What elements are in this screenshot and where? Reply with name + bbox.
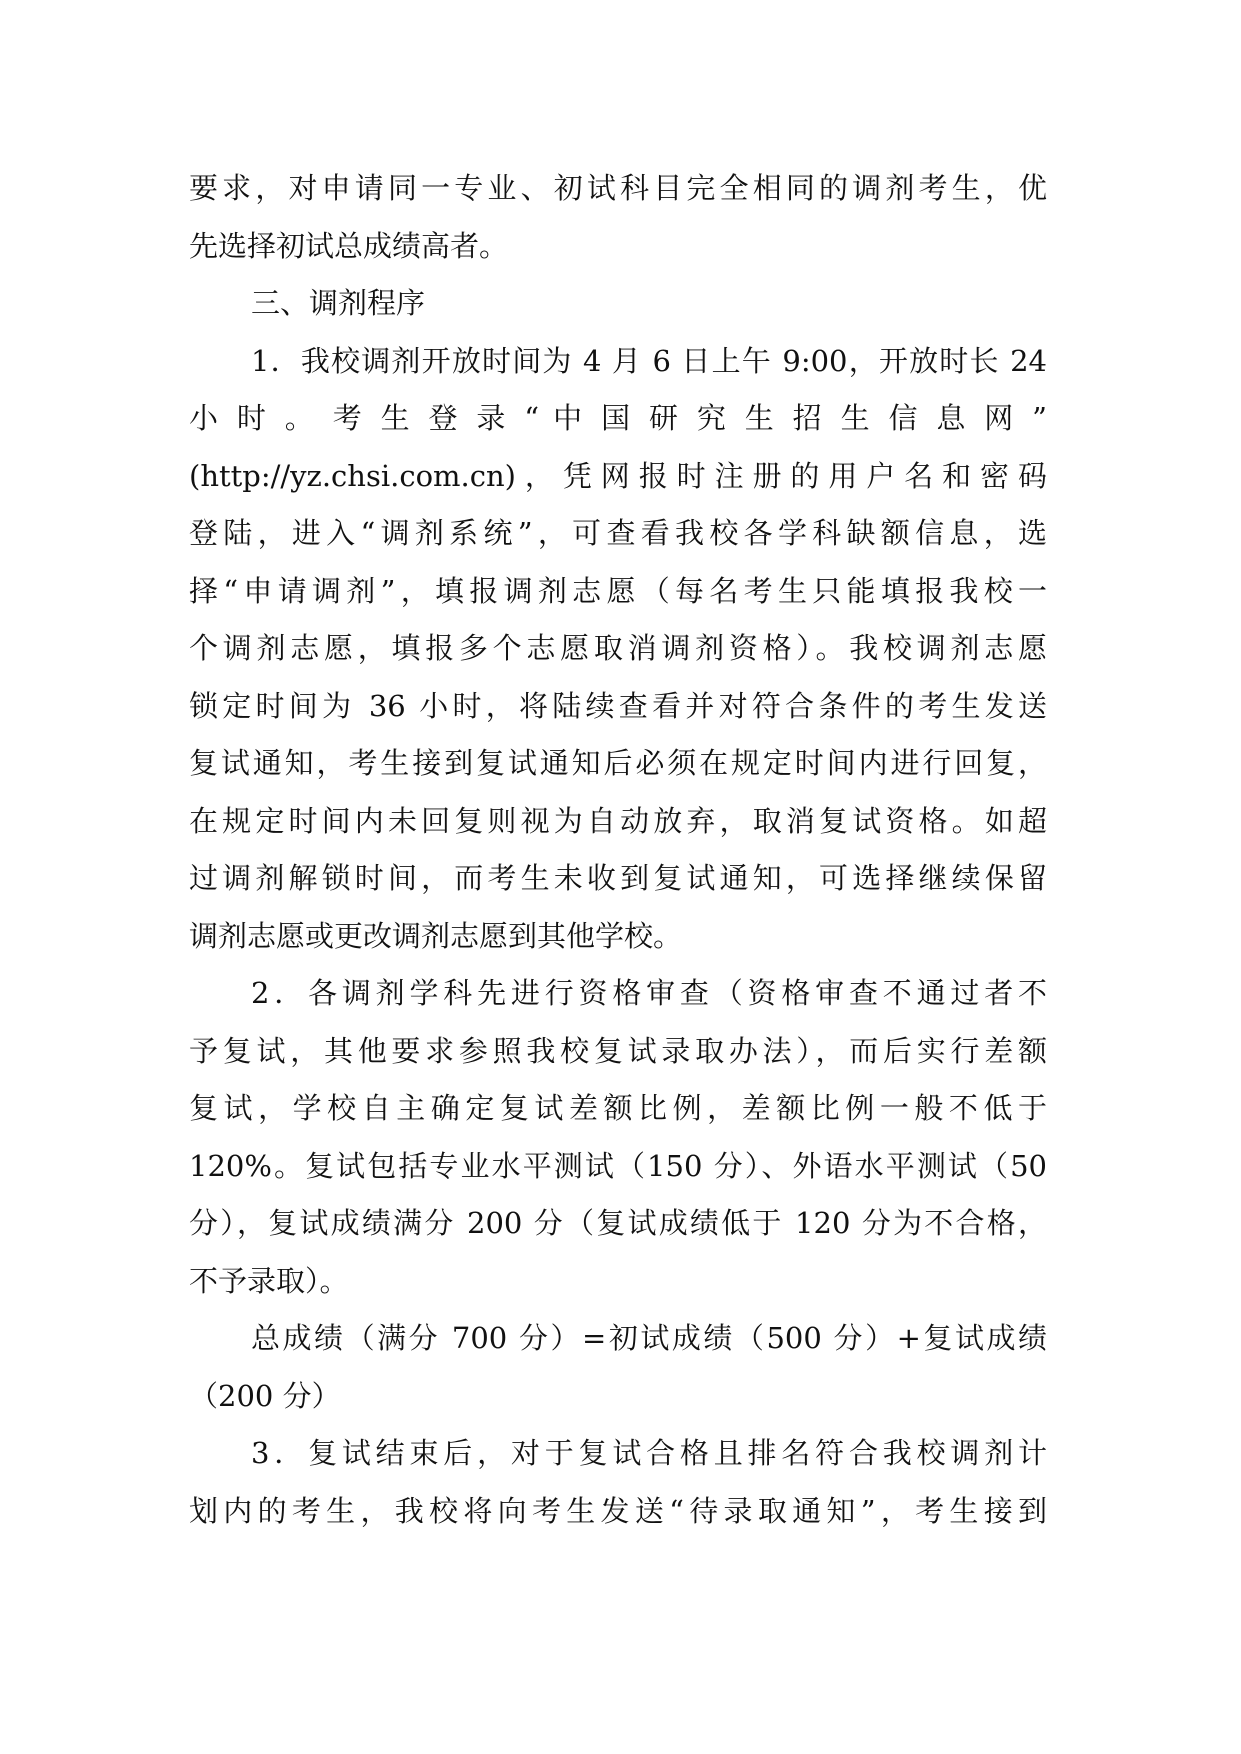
text-line: 不予录取）。: [189, 1263, 349, 1298]
text-line: (http://yz.chsi.com.cn)，凭网报时注册的用户名和密码: [189, 458, 1047, 493]
section-heading: [189, 275, 1047, 333]
text-line: 在规定时间内未回复则视为自动放弃，取消复试资格。如超: [189, 803, 1047, 838]
text-line: 过调剂解锁时间，而考生未收到复试通知，可选择继续保留: [189, 861, 1047, 895]
text-line: 2．各调剂学科先进行资格审查（资格审查不通过者不: [251, 976, 1047, 1010]
paragraph-step-3: [189, 1425, 1047, 1540]
text-line: 择“申请调剂”，填报调剂志愿（每名考生只能填报我校一: [189, 573, 1047, 608]
paragraph-step-2: [189, 965, 1047, 1310]
text-line: 调剂志愿或更改调剂志愿到其他学校。: [189, 918, 683, 953]
document-body: [189, 160, 1047, 1540]
text-line: 要求，对申请同一专业、初试科目完全相同的调剂考生，优: [189, 171, 1047, 205]
text-line: 1．我校调剂开放时间为 4 月 6 日上午 9:00，开放时长 24: [251, 343, 1047, 378]
paragraph-total-score: [189, 1310, 1047, 1425]
text-line: 划内的考生，我校将向考生发送“待录取通知”，考生接到: [189, 1493, 1047, 1528]
text-line: 先选择初试总成绩高者。: [189, 228, 509, 263]
text-line: （200 分）: [189, 1378, 341, 1413]
paragraph-step-1: [189, 333, 1047, 966]
paragraph-continuation: [189, 160, 1047, 275]
text-line: 120%。复试包括专业水平测试（150 分）、外语水平测试（50: [189, 1148, 1047, 1183]
section-heading-text: 三、调剂程序: [251, 286, 426, 320]
text-line: 个调剂志愿，填报多个志愿取消调剂资格）。我校调剂志愿: [189, 631, 1047, 665]
text-line: 小 时 。 考 生 登 录 “ 中 国 研 究 生 招 生 信 息 网 ”: [189, 401, 1047, 435]
text-line: 复试，学校自主确定复试差额比例，差额比例一般不低于: [189, 1091, 1047, 1125]
text-line: 分），复试成绩满分 200 分（复试成绩低于 120 分为不合格，: [189, 1206, 1047, 1240]
text-line: 总成绩（满分 700 分）=初试成绩（500 分）+复试成绩: [251, 1321, 1047, 1355]
text-line: 登陆，进入“调剂系统”，可查看我校各学科缺额信息，选: [189, 516, 1047, 550]
text-line: 予复试，其他要求参照我校复试录取办法），而后实行差额: [189, 1033, 1047, 1068]
text-line: 复试通知，考生接到复试通知后必须在规定时间内进行回复，: [189, 746, 1047, 780]
text-line: 锁定时间为 36 小时，将陆续查看并对符合条件的考生发送: [189, 688, 1047, 723]
text-line: 3．复试结束后，对于复试合格且排名符合我校调剂计: [251, 1436, 1047, 1470]
